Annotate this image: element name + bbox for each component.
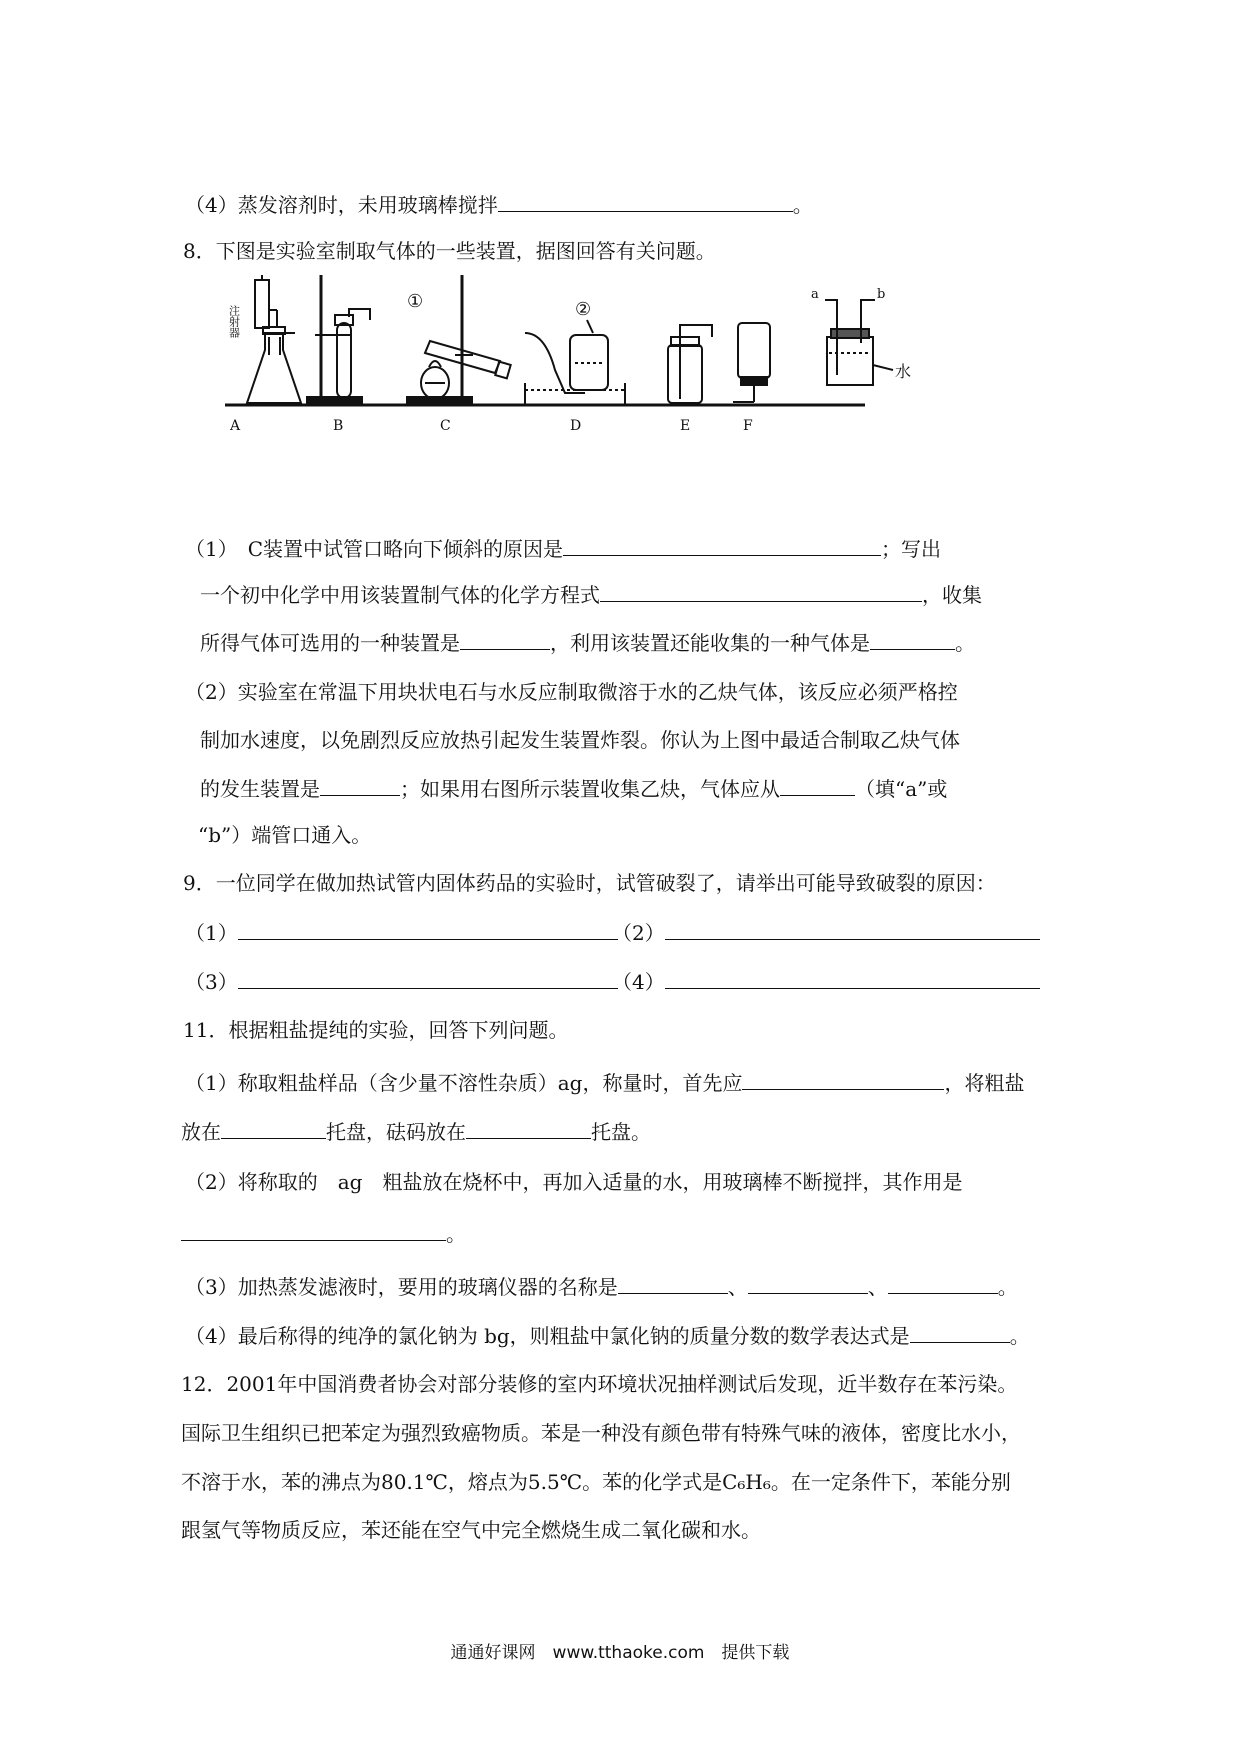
answer-blank[interactable] — [600, 579, 922, 602]
answer-blank[interactable] — [563, 533, 881, 556]
q11-part1-line1 — [185, 1067, 1024, 1098]
marker-2: ② — [575, 299, 592, 320]
q11-part4-text: （4）最后称得的纯净的氯化钠为 bg，则粗盐中氯化钠的质量分数的数学表达式是 — [185, 1324, 910, 1348]
syringe-label: 注射器 — [227, 305, 241, 338]
q12-line4: 跟氢气等物质反应，苯还能在空气中完全燃烧生成二氧化碳和水。 — [181, 1518, 761, 1542]
q8-part1-line3 — [200, 627, 975, 658]
answer-blank[interactable] — [870, 627, 955, 650]
answer-blank[interactable] — [238, 917, 618, 940]
q8-part2-line4: “b”）端管口通入。 — [198, 823, 372, 847]
q8-part1-end: ；写出 — [881, 537, 942, 561]
label-b: B — [333, 418, 344, 434]
q11-part4-end: 。 — [1009, 1324, 1030, 1348]
answer-blank[interactable] — [498, 189, 793, 212]
q8-part1-text: （1） C装置中试管口略向下倾斜的原因是 — [185, 537, 564, 561]
q8-part1-line1 — [185, 533, 941, 564]
q8-part1-text: ，利用该装置还能收集的一种气体是 — [550, 631, 870, 655]
page-footer: 通通好课网 www.tthaoke.com 提供下载 — [450, 1643, 790, 1663]
apparatus-b — [307, 275, 370, 404]
q8-part1-text: 所得气体可选用的一种装置是 — [200, 631, 460, 655]
answer-blank[interactable] — [910, 1320, 1010, 1343]
q8-part2-line2: 制加水速度，以免剧烈反应放热引起发生装置炸裂。你认为上图中最适合制取乙炔气体 — [200, 728, 960, 752]
separator: 、 — [867, 1275, 888, 1299]
q8-part2-line3 — [200, 773, 947, 804]
marker-1: ① — [407, 291, 424, 312]
q8-part1-end: ，收集 — [922, 583, 982, 607]
wash-bottle — [825, 300, 893, 385]
label-f: F — [743, 418, 753, 434]
answer-blank[interactable] — [238, 966, 618, 989]
q8-part2-text: 的发生装置是 — [200, 777, 320, 801]
q12-line2: 国际卫生组织已把苯定为强烈致癌物质。苯是一种没有颜色带有特殊气味的液体，密度比水小， — [181, 1421, 1021, 1445]
answer-blank[interactable] — [221, 1116, 326, 1139]
q9-row-1b — [612, 917, 1040, 948]
q8-part2-text: ；如果用右图所示装置收集乙炔，气体应从 — [400, 777, 780, 801]
label-d: D — [570, 418, 582, 434]
q12-line3: 不溶于水，苯的沸点为80.1℃，熔点为5.5℃。苯的化学式是C₆H₆。在一定条件下，苯能分别 — [181, 1470, 1011, 1494]
apparatus-figure — [225, 275, 1025, 455]
answer-blank[interactable] — [320, 773, 400, 796]
apparatus-f — [733, 323, 770, 402]
q8-part1-end: 。 — [955, 631, 975, 655]
q11-part3-end: 。 — [997, 1275, 1018, 1299]
apparatus-d — [525, 320, 625, 405]
q8-part2-text: （填“a”或 — [855, 777, 948, 801]
q9-item-label: （4） — [612, 970, 665, 994]
q9-item-label: （1） — [185, 921, 238, 945]
water-label: 水 — [895, 362, 912, 381]
label-a: A — [230, 418, 241, 434]
q9-row-1 — [185, 917, 618, 948]
q11-part2-end: 。 — [446, 1222, 466, 1246]
q9-item-label: （2） — [612, 921, 665, 945]
q8-part2-line1: （2）实验室在常温下用块状电石与水反应制取微溶于水的乙炔气体，该反应必须严格控 — [185, 680, 958, 704]
q9-row-2b — [612, 966, 1040, 997]
q7-item-4 — [185, 189, 813, 220]
answer-blank[interactable] — [665, 966, 1040, 989]
apparatus-e — [668, 325, 712, 403]
q7-item-4-text: （4）蒸发溶剂时，未用玻璃棒搅拌 — [185, 193, 498, 217]
port-a: a — [811, 287, 819, 302]
answer-blank[interactable] — [888, 1271, 998, 1294]
answer-blank[interactable] — [466, 1116, 591, 1139]
q11-part1-end: 托盘。 — [591, 1120, 651, 1144]
separator: 、 — [727, 1275, 748, 1299]
q7-item-4-end: 。 — [792, 193, 813, 217]
q11-part1-text: 托盘，砝码放在 — [326, 1120, 466, 1144]
answer-blank[interactable] — [742, 1067, 944, 1090]
q11-part3 — [185, 1271, 1018, 1302]
q8-part1-text: 一个初中化学中用该装置制气体的化学方程式 — [200, 583, 600, 607]
label-e: E — [680, 418, 691, 434]
q11-part3-text: （3）加热蒸发滤液时，要用的玻璃仪器的名称是 — [185, 1275, 618, 1299]
apparatus-a — [247, 275, 301, 403]
q11-part2-line1: （2）将称取的 ag 粗盐放在烧杯中，再加入适量的水，用玻璃棒不断搅拌，其作用是 — [185, 1170, 963, 1194]
port-b: b — [877, 287, 886, 302]
label-c: C — [440, 418, 451, 434]
answer-blank[interactable] — [181, 1218, 446, 1241]
q11-part1-text: 放在 — [181, 1120, 221, 1144]
q11-part1-line2 — [181, 1116, 651, 1147]
q12-line1: 12．2001年中国消费者协会对部分装修的室内环境状况抽样测试后发现，近半数存在苯污染。 — [181, 1372, 1018, 1396]
answer-blank[interactable] — [618, 1271, 728, 1294]
q9-row-2 — [185, 966, 618, 997]
q8-part1-line2 — [200, 579, 982, 610]
q11-part1-text: （1）称取粗盐样品（含少量不溶性杂质）ag，称量时，首先应 — [185, 1071, 743, 1095]
answer-blank[interactable] — [748, 1271, 868, 1294]
answer-blank[interactable] — [780, 773, 855, 796]
answer-blank[interactable] — [460, 627, 550, 650]
q8-stem: 8．下图是实验室制取气体的一些装置，据图回答有关问题。 — [183, 239, 716, 263]
q11-part1-end: ，将粗盐 — [944, 1071, 1025, 1095]
answer-blank[interactable] — [665, 917, 1040, 940]
q9-stem: 9．一位同学在做加热试管内固体药品的实验时，试管破裂了，请举出可能导致破裂的原因： — [183, 871, 996, 895]
q11-part4 — [185, 1320, 1030, 1351]
q11-part2-line2 — [181, 1218, 466, 1249]
q9-item-label: （3） — [185, 970, 238, 994]
q11-stem: 11．根据粗盐提纯的实验，回答下列问题。 — [183, 1018, 569, 1042]
